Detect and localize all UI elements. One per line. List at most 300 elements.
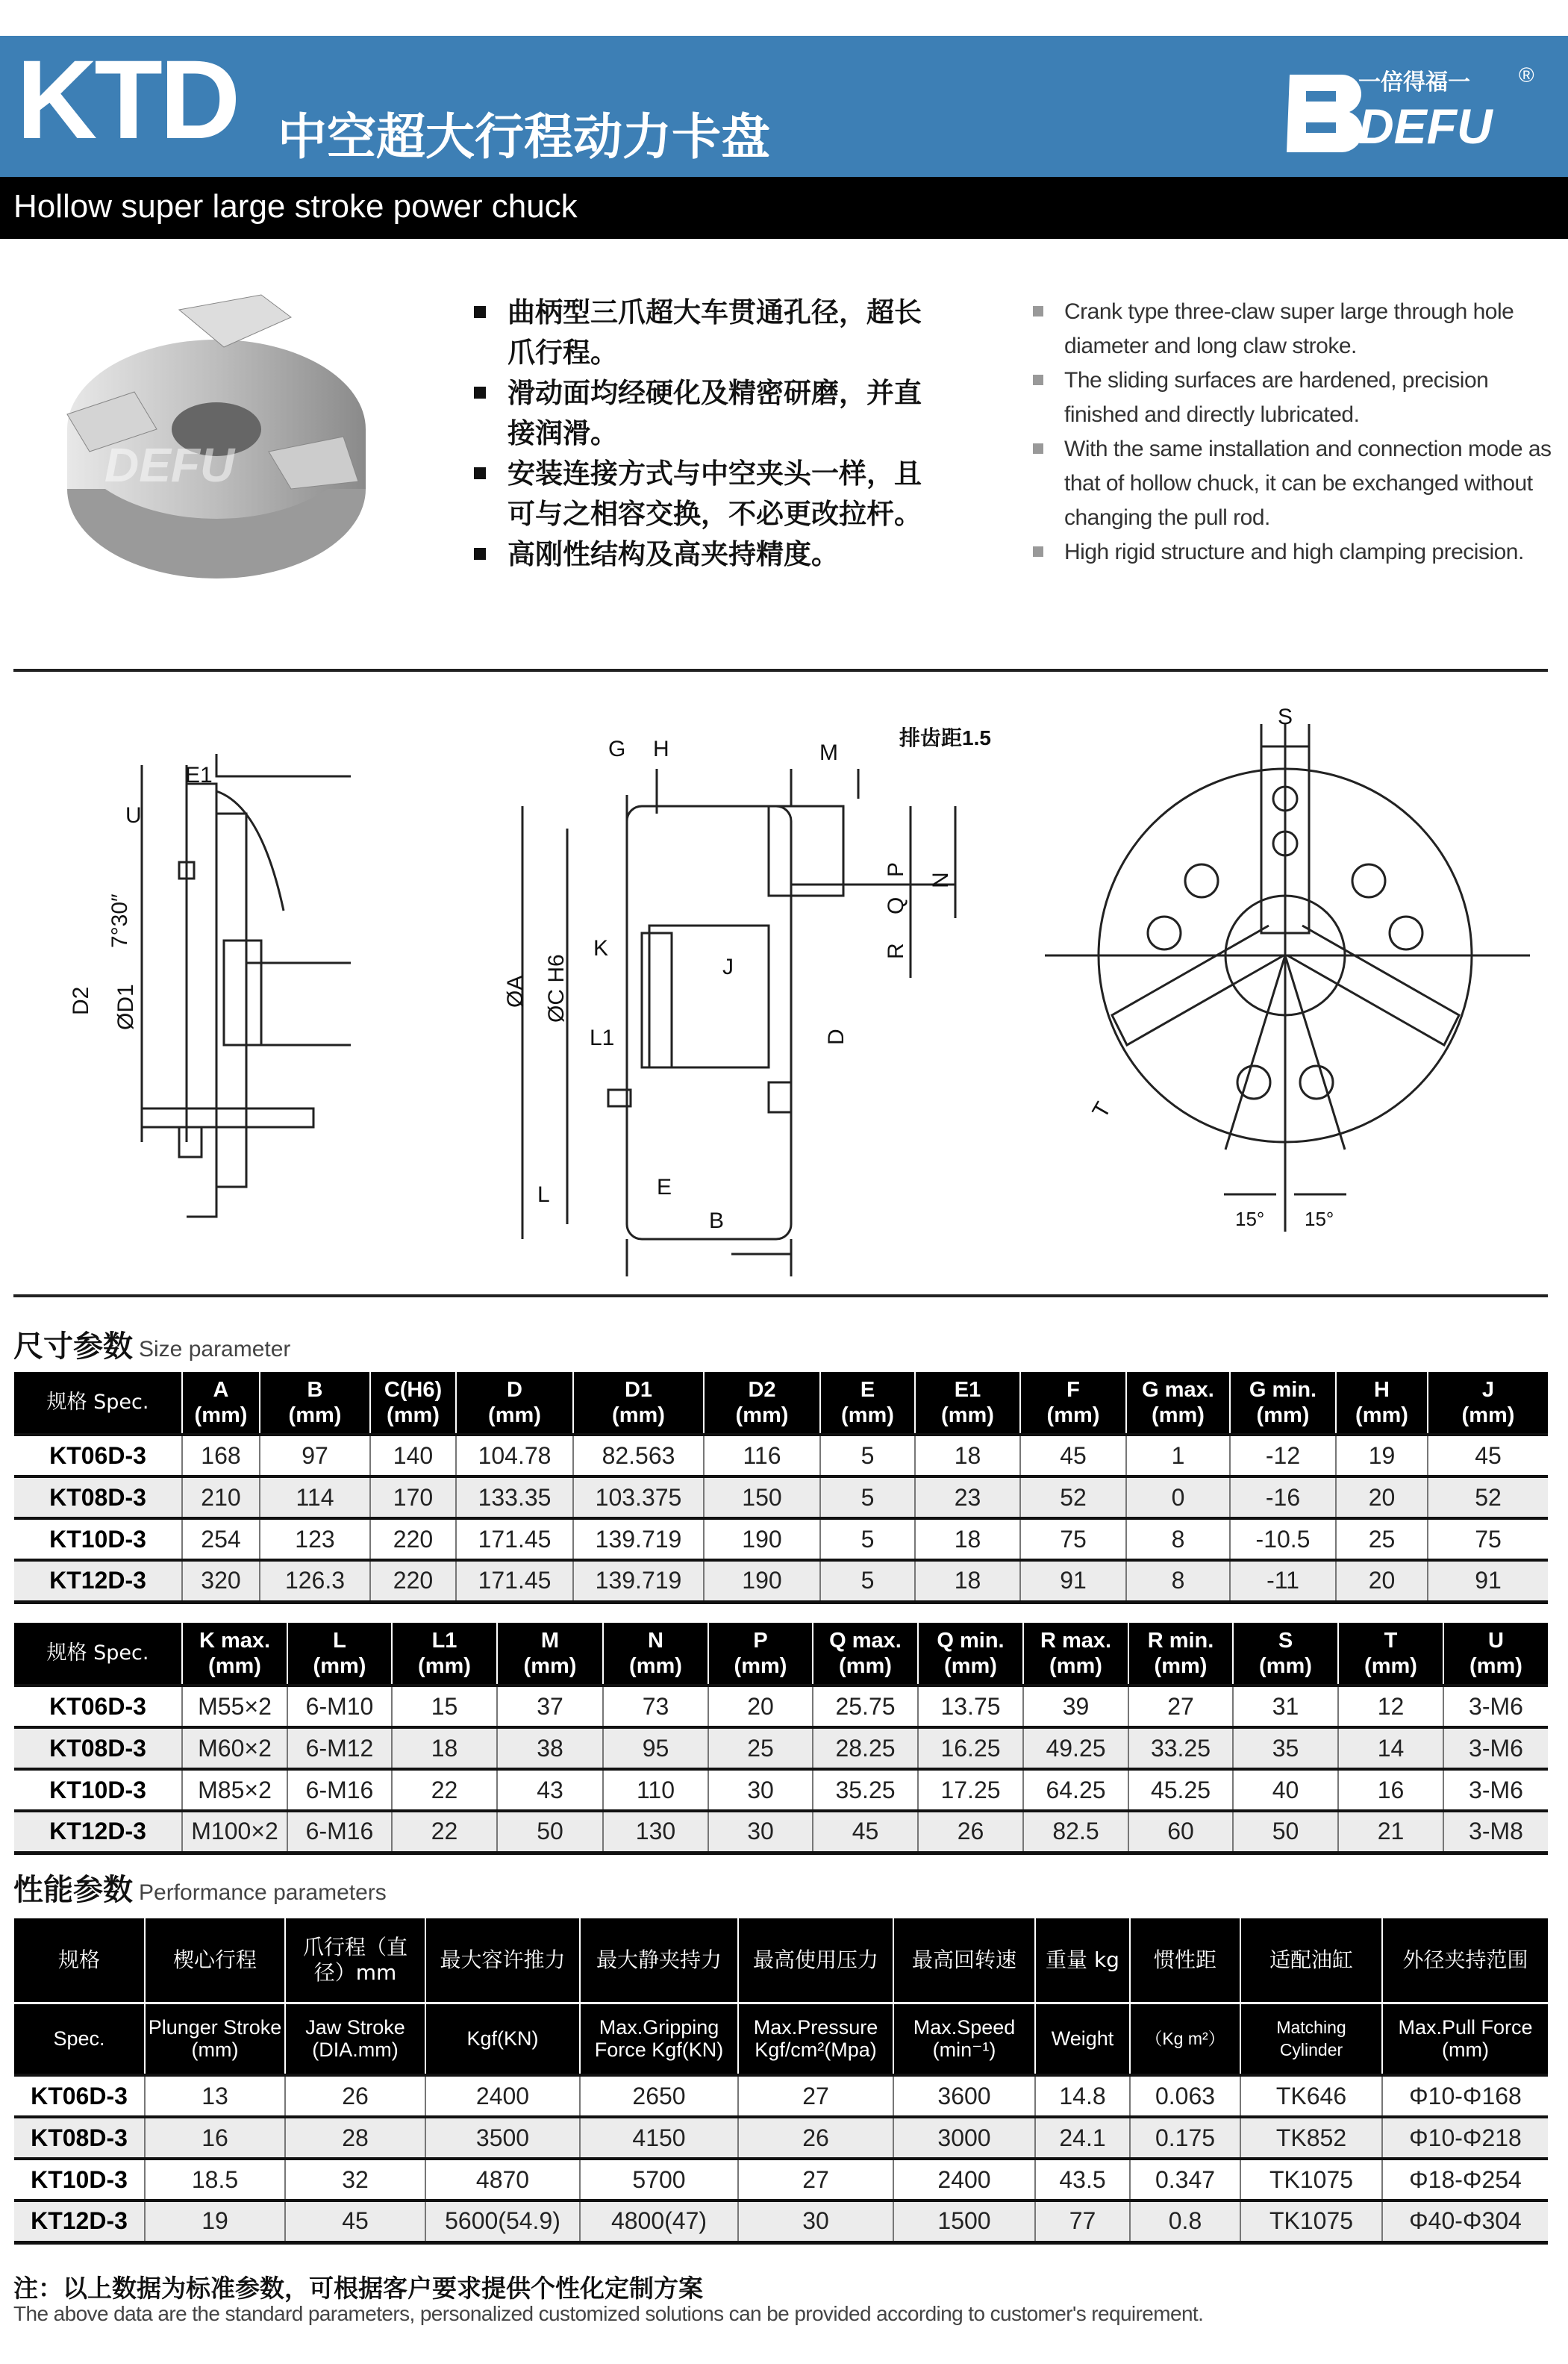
dim-k: K bbox=[593, 936, 609, 961]
table-cell: 32 bbox=[285, 2159, 425, 2201]
column-header-label: 规格 Spec. bbox=[46, 1391, 149, 1414]
table-cell: 3-M6 bbox=[1443, 1769, 1548, 1811]
column-header bbox=[708, 1623, 813, 1685]
column-header bbox=[456, 1372, 573, 1435]
dim-c: ØC H6 bbox=[544, 954, 569, 1023]
table-cell: 1 bbox=[1126, 1435, 1230, 1476]
column-header-cn: 规格 bbox=[14, 1918, 145, 2003]
table-cell: Φ10-Φ218 bbox=[1382, 2117, 1548, 2159]
table-cell: 1500 bbox=[893, 2201, 1035, 2242]
table-cell: 140 bbox=[370, 1435, 456, 1476]
column-header-unit: (mm) bbox=[387, 1403, 440, 1427]
column-header bbox=[915, 1372, 1020, 1435]
table-cell: 3600 bbox=[893, 2075, 1035, 2117]
table-cell: 3-M8 bbox=[1443, 1811, 1548, 1853]
column-header-label: D bbox=[507, 1378, 522, 1402]
table-cell: 13 bbox=[145, 2075, 285, 2117]
dim-j: J bbox=[722, 955, 734, 979]
column-header-unit: (mm) bbox=[1364, 1654, 1417, 1678]
table-cell: 14.8 bbox=[1035, 2075, 1130, 2117]
column-header bbox=[704, 1372, 820, 1435]
dim-l: L bbox=[537, 1182, 550, 1207]
table-cell: 190 bbox=[704, 1518, 820, 1560]
column-header bbox=[497, 1623, 603, 1685]
table-cell: 30 bbox=[708, 1769, 813, 1811]
spec-cell: KT08D-3 bbox=[14, 1727, 182, 1769]
dim-r: R bbox=[884, 943, 908, 959]
column-header-cn: 最高回转速 bbox=[893, 1918, 1035, 2003]
table-cell: 2400 bbox=[893, 2159, 1035, 2201]
column-header bbox=[1020, 1372, 1126, 1435]
table-row bbox=[14, 1518, 1548, 1560]
column-header bbox=[1338, 1623, 1443, 1685]
dim-e1: E1 bbox=[185, 763, 213, 788]
column-header-en: Max.Pull Force (mm) bbox=[1382, 2003, 1548, 2075]
column-header bbox=[573, 1372, 704, 1435]
table-cell: 25.75 bbox=[813, 1685, 918, 1727]
table-row bbox=[14, 1476, 1548, 1518]
dim-u: U bbox=[125, 803, 142, 828]
table-cell: 26 bbox=[918, 1811, 1023, 1853]
divider bbox=[13, 669, 1548, 672]
table-cell: 45 bbox=[1020, 1435, 1126, 1476]
column-header-label: G max. bbox=[1142, 1378, 1214, 1402]
column-header-unit: (mm) bbox=[523, 1654, 577, 1678]
table-cell: 8 bbox=[1126, 1560, 1230, 1602]
column-header-label: U bbox=[1488, 1629, 1504, 1653]
column-header-label: H bbox=[1374, 1378, 1390, 1402]
table-cell: -11 bbox=[1230, 1560, 1336, 1602]
table-cell: 23 bbox=[915, 1476, 1020, 1518]
column-header-unit: (mm) bbox=[208, 1654, 261, 1678]
table-cell: 75 bbox=[1020, 1518, 1126, 1560]
table-cell: 43 bbox=[497, 1769, 603, 1811]
table-cell: 5 bbox=[820, 1518, 915, 1560]
table-cell: 254 bbox=[182, 1518, 260, 1560]
table-cell: 52 bbox=[1428, 1476, 1548, 1518]
dim-q: Q bbox=[884, 896, 908, 914]
column-header bbox=[392, 1623, 497, 1685]
feature-en: Crank type three-claw super large through hole diameter and long claw stroke. bbox=[1030, 295, 1552, 364]
table-cell: 22 bbox=[392, 1811, 497, 1853]
column-header-en: Max.Speed (min⁻¹) bbox=[893, 2003, 1035, 2075]
column-header-unit: (mm) bbox=[735, 1403, 789, 1427]
column-header-en: （Kg m²） bbox=[1130, 2003, 1240, 2075]
table-cell: TK852 bbox=[1240, 2117, 1382, 2159]
column-header-label: F bbox=[1066, 1378, 1080, 1402]
section-title-cn: 性能参数 bbox=[13, 1873, 133, 1907]
registered-mark: ® bbox=[1519, 63, 1534, 87]
table-cell: 33.25 bbox=[1128, 1727, 1233, 1769]
table-cell: 220 bbox=[370, 1560, 456, 1602]
feature-cn: 曲柄型三爪超大车贯通孔径，超长爪行程。 bbox=[470, 293, 948, 373]
table-cell: 15 bbox=[392, 1685, 497, 1727]
column-header-unit: (mm) bbox=[1259, 1654, 1312, 1678]
table-cell: 25 bbox=[1336, 1518, 1428, 1560]
table-cell: TK1075 bbox=[1240, 2159, 1382, 2201]
column-header-en: Max.Pressure Kgf/cm²(Mpa) bbox=[738, 2003, 893, 2075]
note-cn: 注：以上数据为标准参数，可根据客户要求提供个性化定制方案 bbox=[13, 2274, 703, 2303]
table-cell: 6-M16 bbox=[287, 1811, 392, 1853]
logo-cn: 一倍得福一 bbox=[1358, 70, 1470, 95]
table-cell: 19 bbox=[145, 2201, 285, 2242]
table-cell: 5600(54.9) bbox=[425, 2201, 580, 2242]
column-header bbox=[1428, 1372, 1548, 1435]
size-section-title bbox=[13, 1323, 290, 1365]
column-header-unit: (mm) bbox=[288, 1403, 342, 1427]
table-cell: 5 bbox=[820, 1435, 915, 1476]
column-header-cn: 最高使用压力 bbox=[738, 1918, 893, 2003]
table-cell: 45 bbox=[813, 1811, 918, 1853]
table-cell: 18 bbox=[392, 1727, 497, 1769]
performance-section-title bbox=[13, 1866, 387, 1909]
table-cell: 27 bbox=[1128, 1685, 1233, 1727]
table-cell: 5700 bbox=[580, 2159, 738, 2201]
column-header-label: L bbox=[333, 1629, 346, 1653]
table-cell: 0 bbox=[1126, 1476, 1230, 1518]
column-header-unit: (mm) bbox=[1154, 1654, 1208, 1678]
table-cell: 26 bbox=[738, 2117, 893, 2159]
table-cell: 91 bbox=[1428, 1560, 1548, 1602]
column-header-unit: (mm) bbox=[1461, 1403, 1515, 1427]
table-cell: 39 bbox=[1023, 1685, 1128, 1727]
table-cell: 82.5 bbox=[1023, 1811, 1128, 1853]
table-cell: -12 bbox=[1230, 1435, 1336, 1476]
spec-cell: KT08D-3 bbox=[14, 2117, 145, 2159]
column-header bbox=[1230, 1372, 1336, 1435]
front-view-drawing bbox=[1045, 724, 1530, 1232]
table-cell: 75 bbox=[1428, 1518, 1548, 1560]
column-header-en: Matching Cylinder bbox=[1240, 2003, 1382, 2075]
table-cell: M100×2 bbox=[182, 1811, 287, 1853]
dim-b: B bbox=[709, 1208, 725, 1233]
divider bbox=[13, 1294, 1548, 1297]
feature-cn: 安装连接方式与中空夹头一样，且可与之相容交换，不必更改拉杆。 bbox=[470, 454, 948, 534]
dim-e: E bbox=[657, 1175, 672, 1200]
column-header bbox=[370, 1372, 456, 1435]
table-row bbox=[14, 2201, 1548, 2242]
column-header bbox=[1443, 1623, 1548, 1685]
table-cell: 116 bbox=[704, 1435, 820, 1476]
table-cell: 18 bbox=[915, 1560, 1020, 1602]
column-header-label: D1 bbox=[624, 1378, 653, 1402]
dim-s: S bbox=[1278, 705, 1293, 729]
column-header-unit: (mm) bbox=[629, 1654, 682, 1678]
column-header-cn: 重量 kg bbox=[1035, 1918, 1130, 2003]
column-header bbox=[14, 1372, 182, 1435]
table-cell: 170 bbox=[370, 1476, 456, 1518]
column-header-label: M bbox=[540, 1629, 560, 1653]
column-header-label: C(H6) bbox=[384, 1378, 443, 1402]
column-header bbox=[260, 1372, 370, 1435]
column-header bbox=[820, 1372, 915, 1435]
subtitle: Hollow super large stroke power chuck bbox=[13, 188, 578, 225]
column-header-en: Max.Gripping Force Kgf(KN) bbox=[580, 2003, 738, 2075]
table-cell: Φ10-Φ168 bbox=[1382, 2075, 1548, 2117]
table-cell: 3-M6 bbox=[1443, 1727, 1548, 1769]
table-cell: 22 bbox=[392, 1769, 497, 1811]
column-header-label: D2 bbox=[748, 1378, 776, 1402]
column-header-label: E1 bbox=[954, 1378, 981, 1402]
column-header-label: 规格 Spec. bbox=[46, 1641, 149, 1665]
table-cell: 30 bbox=[738, 2201, 893, 2242]
spec-cell: KT10D-3 bbox=[49, 1525, 146, 1553]
column-header-label: N bbox=[648, 1629, 663, 1653]
column-header bbox=[1126, 1372, 1230, 1435]
table-cell: 30 bbox=[708, 1811, 813, 1853]
table-cell: 95 bbox=[603, 1727, 708, 1769]
table-cell: 21 bbox=[1338, 1811, 1443, 1853]
column-header-en: Plunger Stroke (mm) bbox=[145, 2003, 285, 2075]
table-cell: 52 bbox=[1020, 1476, 1126, 1518]
table-cell: TK1075 bbox=[1240, 2201, 1382, 2242]
dim-angle: 7°30″ bbox=[107, 893, 132, 948]
column-header bbox=[1336, 1372, 1428, 1435]
size-table-1 bbox=[14, 1372, 1548, 1604]
column-header-cn: 惯性距 bbox=[1130, 1918, 1240, 2003]
table-cell: 3000 bbox=[893, 2117, 1035, 2159]
column-header-unit: (mm) bbox=[1049, 1654, 1102, 1678]
column-header-label: A bbox=[213, 1378, 229, 1402]
model-name: KTD bbox=[16, 37, 238, 162]
dim-d1: ØD1 bbox=[113, 984, 138, 1030]
column-header bbox=[287, 1623, 392, 1685]
column-header-unit: (mm) bbox=[488, 1403, 541, 1427]
table-cell: -10.5 bbox=[1230, 1518, 1336, 1560]
feature-en: With the same installation and connection mode as that of hollow chuck, it can be exchanged without changing the pull rod. bbox=[1030, 432, 1552, 535]
section-title-en: Performance parameters bbox=[139, 1880, 387, 1905]
table-cell: 130 bbox=[603, 1811, 708, 1853]
column-header-label: E bbox=[860, 1378, 875, 1402]
table-cell: 64.25 bbox=[1023, 1769, 1128, 1811]
column-header bbox=[918, 1623, 1023, 1685]
table-row bbox=[14, 1811, 1548, 1853]
column-header-unit: (mm) bbox=[1152, 1403, 1205, 1427]
table-cell: 43.5 bbox=[1035, 2159, 1130, 2201]
column-header bbox=[1128, 1623, 1233, 1685]
table-cell: 26 bbox=[285, 2075, 425, 2117]
table-cell: 18 bbox=[915, 1518, 1020, 1560]
table-cell: 50 bbox=[1233, 1811, 1338, 1853]
table-cell: 40 bbox=[1233, 1769, 1338, 1811]
column-header-unit: (mm) bbox=[1469, 1654, 1522, 1678]
spec-cell: KT12D-3 bbox=[14, 1560, 182, 1602]
table-row bbox=[14, 1727, 1548, 1769]
column-header-unit: (mm) bbox=[612, 1403, 665, 1427]
table-cell: 45.25 bbox=[1128, 1769, 1233, 1811]
table-cell: 82.563 bbox=[573, 1435, 704, 1476]
table-cell: 24.1 bbox=[1035, 2117, 1130, 2159]
table-cell: 27 bbox=[738, 2075, 893, 2117]
table-cell: 18 bbox=[915, 1435, 1020, 1476]
column-header-cn: 爪行程（直径）mm bbox=[285, 1918, 425, 2003]
table-cell: 0.8 bbox=[1130, 2201, 1240, 2242]
performance-table bbox=[14, 1918, 1548, 2245]
table-row bbox=[14, 1560, 1548, 1602]
spec-cell: KT06D-3 bbox=[49, 1441, 146, 1469]
table-cell: Φ40-Φ304 bbox=[1382, 2201, 1548, 2242]
table-cell: 133.35 bbox=[456, 1476, 573, 1518]
table-cell: 210 bbox=[182, 1476, 260, 1518]
table-cell: 3-M6 bbox=[1443, 1685, 1548, 1727]
table-cell: 0.175 bbox=[1130, 2117, 1240, 2159]
dim-t: T bbox=[1087, 1098, 1116, 1123]
page-title-cn: 中空超大行程动力卡盘 bbox=[278, 108, 770, 166]
table-cell: 16 bbox=[145, 2117, 285, 2159]
angle-left: 15° bbox=[1235, 1208, 1265, 1230]
feature-cn: 高刚性结构及高夹持精度。 bbox=[470, 534, 948, 575]
features-cn bbox=[470, 293, 948, 575]
table-cell: 171.45 bbox=[456, 1560, 573, 1602]
table-cell: 6-M12 bbox=[287, 1727, 392, 1769]
table-cell: 2650 bbox=[580, 2075, 738, 2117]
column-header-en: Weight bbox=[1035, 2003, 1130, 2075]
table-row bbox=[14, 1685, 1548, 1727]
column-header-label: R min. bbox=[1147, 1629, 1214, 1653]
column-header-label: S bbox=[1278, 1629, 1293, 1653]
column-header-label: L1 bbox=[431, 1629, 457, 1653]
table-cell: 73 bbox=[603, 1685, 708, 1727]
dim-g: G bbox=[608, 737, 626, 761]
table-row bbox=[14, 2075, 1548, 2117]
table-cell: 14 bbox=[1338, 1727, 1443, 1769]
table-cell: 97 bbox=[260, 1435, 370, 1476]
table-row bbox=[14, 2117, 1548, 2159]
note-en: The above data are the standard parameters, personalized customized solutions can be provided according to customer's requirement. bbox=[13, 2302, 1204, 2325]
table-cell: 45 bbox=[1428, 1435, 1548, 1476]
table-cell: 6-M10 bbox=[287, 1685, 392, 1727]
svg-text:DEFU: DEFU bbox=[104, 438, 235, 492]
section-title-cn: 尺寸参数 bbox=[13, 1329, 133, 1364]
table-cell: 5 bbox=[820, 1476, 915, 1518]
section-view-drawing bbox=[522, 769, 955, 1276]
column-header-unit: (mm) bbox=[1256, 1403, 1310, 1427]
table-cell: 16 bbox=[1338, 1769, 1443, 1811]
features-en bbox=[1030, 295, 1552, 570]
column-header-label: J bbox=[1481, 1378, 1495, 1402]
table-cell: 320 bbox=[182, 1560, 260, 1602]
column-header bbox=[813, 1623, 918, 1685]
table-cell: 171.45 bbox=[456, 1518, 573, 1560]
table-cell: 4870 bbox=[425, 2159, 580, 2201]
table-cell: 150 bbox=[704, 1476, 820, 1518]
table-cell: 35 bbox=[1233, 1727, 1338, 1769]
column-header-unit: (mm) bbox=[841, 1403, 894, 1427]
column-header-cn: 楔心行程 bbox=[145, 1918, 285, 2003]
table-cell: 20 bbox=[1336, 1560, 1428, 1602]
dim-tooth-pitch: 排齿距1.5 bbox=[899, 726, 991, 749]
table-cell: 28.25 bbox=[813, 1727, 918, 1769]
spec-cell: KT12D-3 bbox=[14, 2201, 145, 2242]
dim-d: D bbox=[824, 1029, 849, 1045]
technical-drawings bbox=[0, 694, 1568, 1276]
table-cell: 20 bbox=[1336, 1476, 1428, 1518]
table-cell: 31 bbox=[1233, 1685, 1338, 1727]
dim-m: M bbox=[819, 740, 838, 765]
table-cell: 45 bbox=[285, 2201, 425, 2242]
table-cell: 168 bbox=[182, 1435, 260, 1476]
table-cell: 220 bbox=[370, 1518, 456, 1560]
column-header-label: T bbox=[1384, 1629, 1398, 1653]
column-header-label: K max. bbox=[199, 1629, 271, 1653]
spec-cell: KT10D-3 bbox=[31, 2165, 128, 2193]
dim-n: N bbox=[928, 872, 953, 888]
column-header-unit: (mm) bbox=[941, 1403, 994, 1427]
table-cell: 190 bbox=[704, 1560, 820, 1602]
table-cell: 38 bbox=[497, 1727, 603, 1769]
size-table-2 bbox=[14, 1623, 1548, 1855]
table-cell: M55×2 bbox=[182, 1685, 287, 1727]
column-header-label: Q min. bbox=[937, 1629, 1005, 1653]
table-cell: 18.5 bbox=[145, 2159, 285, 2201]
table-cell: 3500 bbox=[425, 2117, 580, 2159]
dim-l1: L1 bbox=[590, 1026, 615, 1050]
table-cell: 49.25 bbox=[1023, 1727, 1128, 1769]
spec-cell: KT06D-3 bbox=[31, 2082, 128, 2109]
column-header-unit: (mm) bbox=[194, 1403, 248, 1427]
column-header-label: B bbox=[307, 1378, 323, 1402]
table-cell: 139.719 bbox=[573, 1560, 704, 1602]
table-cell: 28 bbox=[285, 2117, 425, 2159]
dim-a: ØA bbox=[503, 975, 528, 1008]
spec-cell: KT06D-3 bbox=[49, 1692, 146, 1720]
column-header bbox=[603, 1623, 708, 1685]
table-cell: 0.063 bbox=[1130, 2075, 1240, 2117]
table-cell: 50 bbox=[497, 1811, 603, 1853]
column-header-en: Jaw Stroke (DIA.mm) bbox=[285, 2003, 425, 2075]
column-header-cn: 适配油缸 bbox=[1240, 1918, 1382, 2003]
table-cell: 17.25 bbox=[918, 1769, 1023, 1811]
product-image bbox=[45, 265, 381, 601]
column-header-label: P bbox=[753, 1629, 768, 1653]
table-cell: 12 bbox=[1338, 1685, 1443, 1727]
column-header-label: G min. bbox=[1249, 1378, 1317, 1402]
column-header-label: Q max. bbox=[829, 1629, 902, 1653]
table-cell: 8 bbox=[1126, 1518, 1230, 1560]
feature-cn: 滑动面均经硬化及精密研磨，并直接润滑。 bbox=[470, 373, 948, 454]
column-header-cn: 外径夹持范围 bbox=[1382, 1918, 1548, 2003]
column-header bbox=[182, 1372, 260, 1435]
column-header-cn: 最大容许推力 bbox=[425, 1918, 580, 2003]
table-cell: 19 bbox=[1336, 1435, 1428, 1476]
table-row bbox=[14, 2159, 1548, 2201]
table-cell: M60×2 bbox=[182, 1727, 287, 1769]
logo-brand: DEFU bbox=[1358, 99, 1493, 154]
table-cell: 104.78 bbox=[456, 1435, 573, 1476]
feature-en: The sliding surfaces are hardened, precision finished and directly lubricated. bbox=[1030, 364, 1552, 432]
column-header bbox=[182, 1623, 287, 1685]
spec-cell: KT12D-3 bbox=[14, 1811, 182, 1853]
table-cell: 27 bbox=[738, 2159, 893, 2201]
table-cell: 103.375 bbox=[573, 1476, 704, 1518]
angle-right: 15° bbox=[1305, 1208, 1334, 1230]
table-cell: 2400 bbox=[425, 2075, 580, 2117]
column-header bbox=[1023, 1623, 1128, 1685]
column-header-unit: (mm) bbox=[1355, 1403, 1408, 1427]
brand-logo bbox=[1284, 60, 1552, 157]
feature-en: High rigid structure and high clamping precision. bbox=[1030, 535, 1552, 570]
column-header-en: Spec. bbox=[14, 2003, 145, 2075]
dim-d2: D2 bbox=[69, 986, 93, 1015]
table-cell: 77 bbox=[1035, 2201, 1130, 2242]
table-cell: -16 bbox=[1230, 1476, 1336, 1518]
table-cell: 35.25 bbox=[813, 1769, 918, 1811]
column-header-unit: (mm) bbox=[418, 1654, 471, 1678]
table-cell: 25 bbox=[708, 1727, 813, 1769]
table-cell: 126.3 bbox=[260, 1560, 370, 1602]
column-header-unit: (mm) bbox=[313, 1654, 366, 1678]
table-cell: 20 bbox=[708, 1685, 813, 1727]
